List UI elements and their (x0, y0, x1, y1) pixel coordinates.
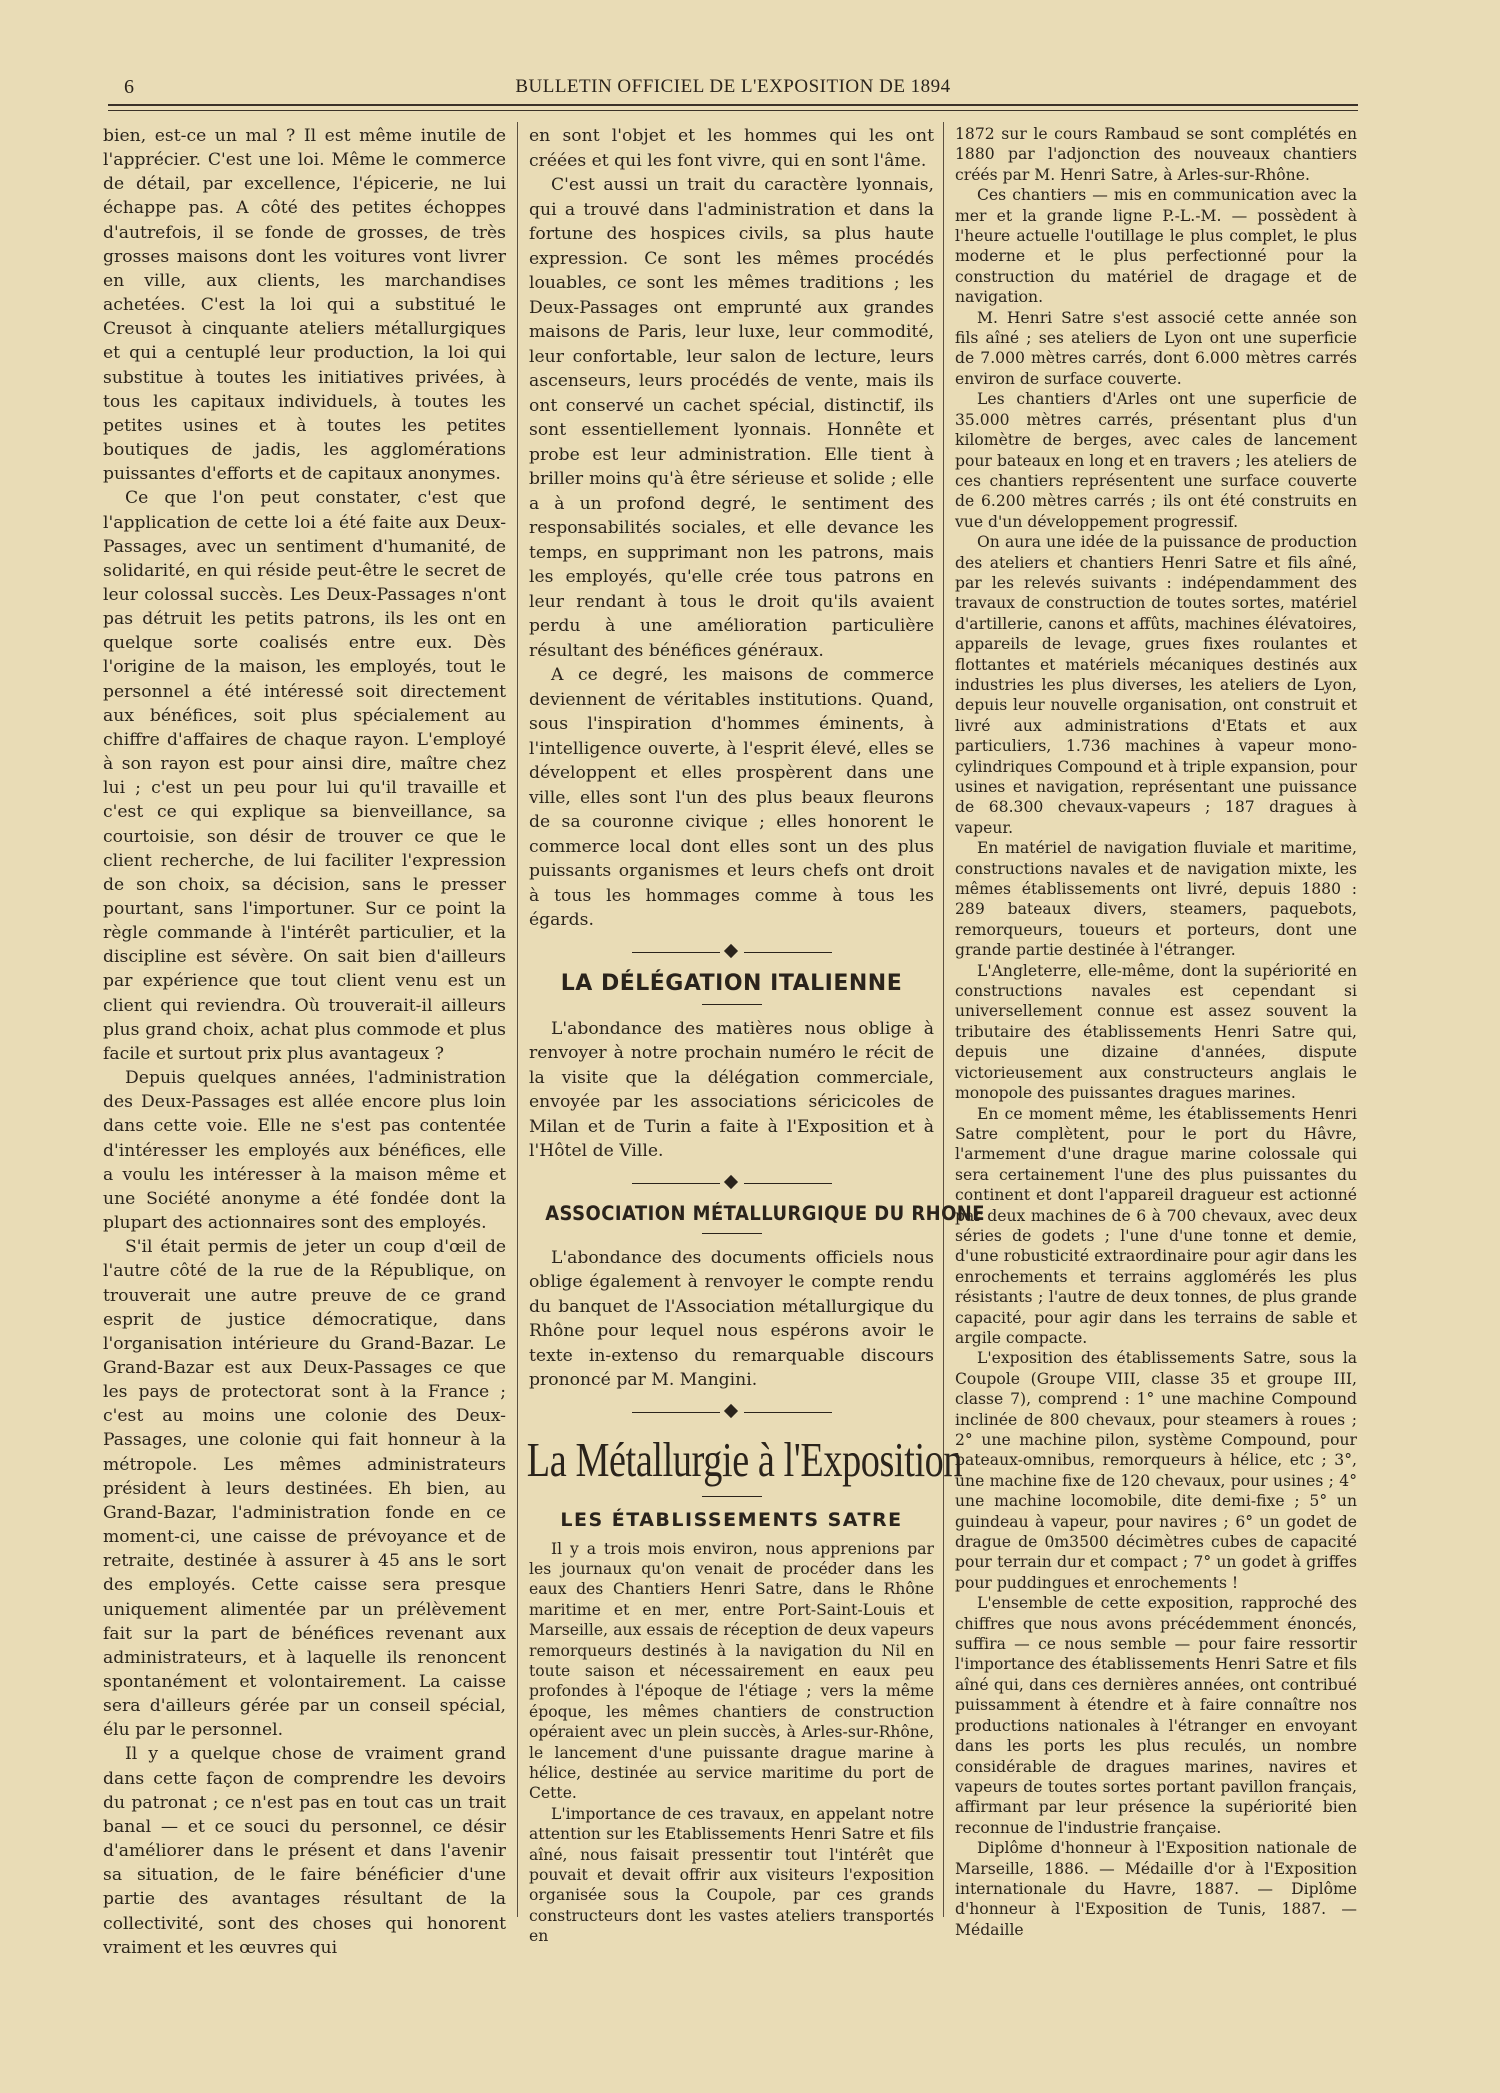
paragraph: Il y a trois mois environ, nous apprenions par les journaux qu'on venait de procéder dans les eaux des Chantiers Henri Satre, dans le Rhône maritime et en mer, entre Port-Saint-Louis et Marseille, aux essais de réception de deux vapeurs remorqueurs destinés à la navigation du Nil en toute saison et nécessairement en eaux peu profondes à l'époque de l'étiage ; vers la même époque, les mêmes chantiers de construction opéraient avec un plein succès, à Arles-sur-Rhône, le lancement d'une puissante drague marine à hélice, destinée au service maritime du port de Cette. (529, 1539, 934, 1803)
heading-association-metallurgique: ASSOCIATION MÉTALLURGIQUE DU RHONE (545, 1201, 985, 1225)
paragraph: C'est aussi un trait du caractère lyonnais, qui a trouvé dans l'administration et dans la fortune des hospices civils, sa plus haute expression. Ce sont les mêmes procédés louables, ce sont les mêmes traditions ; les Deux-Passages ont emprunté aux grandes maisons de Paris, leur luxe, leur commodité, leur confortable, leur salon de lecture, leurs ascenseurs, leurs procédés de vente, mais ils ont conservé un cachet spécial, distinctif, ils sont essentiellement lyonnais. Honnête et probe est leur administration. Elle tient à briller moins qu'à être sérieuse et solide ; elle a à un profond degré, le sentiment des responsabilités sociales, et elle devance les temps, en supprimant non les patrons, mais les employés, qu'elle crée tous patrons en leur rendant à tous le droit qu'ils avaient perdu à une amélioration particulière résultant des bénéfices généraux. (529, 175, 934, 661)
section-divider (632, 1176, 832, 1190)
heading-etablissements-satre: LES ÉTABLISSEMENTS SATRE (560, 1508, 903, 1531)
column-3 (955, 124, 1357, 1939)
heading-rule (702, 1233, 762, 1234)
paragraph: Ce que l'on peut constater, c'est que l'application de cette loi a été faite aux Deux-Passages, avec un sentiment d'humanité, de solidarité, en qui réside peut-être le secret de leur colossal succès. Les Deux-Passages n'ont pas détruit les petits patrons, ils les ont en quelque sorte coalisés entre eux. Dès l'origine de la maison, les employés, tout le personnel a été intéressé soit directement aux bénéfices, soit plus spécialement au chiffre d'affaires de chaque rayon. L'employé à son rayon est pour ainsi dire, maître chez lui ; c'est un peu pour lui qu'il travaille et c'est ce qui explique sa bienveillance, sa courtoisie, son désir de trouver ce que le client recherche, de lui faciliter l'expression de son choix, sa décision, sans le presser pourtant, sans l'importuner. Sur ce point la règle commande à l'intérêt particulier, et la discipline est sévère. On sait bien d'ailleurs par expérience que tout client venu est un client qui reviendra. Où trouverait-il ailleurs plus grand choix, achat plus commode et plus facile et surtout prix plus avantageux ? (103, 488, 506, 1064)
paragraph: Ces chantiers — mis en communication avec la mer et la grande ligne P.-L.-M. — possèdent à l'heure actuelle l'outillage le plus complet, le plus moderne et le plus perfectionné pour la construction du matériel de dragage et de navigation. (955, 186, 1357, 307)
paragraph: 1872 sur le cours Rambaud se sont complétés en 1880 par l'adjonction des nouveaux chantiers créés par M. Henri Satre, à Arles-sur-Rhône. (955, 125, 1357, 184)
paragraph: Il y a quelque chose de vraiment grand dans cette façon de comprendre les devoirs du patronat ; ce n'est pas en tout cas un trait banal — et ce souci du personnel, ce désir d'améliorer dans le présent et dans l'avenir sa situation, de le faire bénéficier d'une partie des avantages résultant de la collectivité, sont des choses qui honorent vraiment et les œuvres qui (103, 1744, 506, 1958)
paragraph: L'abondance des matières nous oblige à renvoyer à notre prochain numéro le récit de la visite que la délégation commerciale, envoyée par les associations séricicoles de Milan et de Turin a faite à l'Exposition et à l'Hôtel de Ville. (529, 1018, 934, 1161)
column-divider (517, 122, 518, 1917)
heading-metallurgie: La Métallurgie à l'Exposition (526, 1431, 963, 1487)
paragraph: M. Henri Satre s'est associé cette année son fils aîné ; ses ateliers de Lyon ont une superficie de 7.000 mètres carrés, dont 6.000 mètres carrés environ de surface couverte. (955, 308, 1357, 388)
section-divider (632, 1405, 832, 1419)
paragraph: L'ensemble de cette exposition, rapproché des chiffres que nous avons précédemment énoncés, suffira — ce nous semble — pour faire ressortir l'importance des établissements Henri Satre et fils aîné qui, dans ces dernières années, ont contribué puissamment à étendre et à faire connaître nos productions nationales à l'étranger en envoyant dans les ports les plus reculés, un nombre considérable de dragues marines, navires et vapeurs de toutes sortes portant pavillon français, affirmant par leur présence la supériorité bien reconnue de l'industrie française. (955, 1594, 1357, 1837)
page-number: 6 (124, 76, 134, 98)
paragraph: bien, est-ce un mal ? Il est même inutile de l'apprécier. C'est une loi. Même le commerce de détail, par excellence, l'épicerie, ne lui échappe pas. A côté des petites échoppes d'autrefois, il se fonde de grosses, de très grosses maisons dont les voitures vont livrer en ville, aux clients, les marchandises achetées. C'est la loi qui a substitué le Creusot à cinquante ateliers métallurgiques et qui a centuplé leur production, la loi qui substitue à toutes les initiatives privées, à tous les capitaux individuels, à toutes les petites usines et à toutes les petites boutiques de jadis, les agglomérations puissantes d'efforts et de capitaux anonymes. (103, 126, 506, 485)
paragraph: L'abondance des documents officiels nous oblige également à renvoyer le compte rendu du banquet de l'Association métallurgique du Rhône pour lequel nous espérons avoir le texte in-extenso du remarquable discours prononcé par M. Mangini. (529, 1247, 934, 1390)
paragraph: En matériel de navigation fluviale et maritime, constructions navales et de navigation mixte, les mêmes établissements ont livré, depuis 1880 : 289 bateaux divers, steamers, paquebots, remorqueurs, toueurs et porteurs, dont une grande partie destinée à l'étranger. (955, 839, 1357, 960)
column-1 (103, 124, 506, 1958)
page-header (108, 72, 1358, 112)
paragraph: On aura une idée de la puissance de production des ateliers et chantiers Henri Satre et fils aîné, par les relevés suivants : indépendamment des travaux de construction de toutes sortes, matériel d'artillerie, canons et affûts, machines élévatoires, appareils de levage, grues fixes roulantes et flottantes et matériels mécaniques destinés aux industries les plus diverses, les ateliers de Lyon, depuis leur nouvelle organisation, ont construit et livré aux administrations d'Etats et aux particuliers, 1.736 machines à vapeur mono-cylindriques Compound et à triple expansion, pour usines et navigation, représentant une puissance de 68.300 chevaux-vapeurs ; 187 dragues à vapeur. (955, 533, 1357, 837)
paragraph: S'il était permis de jeter un coup d'œil de l'autre côté de la rue de la République, on trouverait une autre preuve de ce grand esprit de justice démocratique, dans l'organisation intérieure du Grand-Bazar. Le Grand-Bazar est aux Deux-Passages ce que les pays de protectorat sont à la France ; c'est au moins une colonie des Deux-Passages, une colonie qui fait honneur à la métropole. Les mêmes administrateurs président à leurs destinées. Eh bien, au Grand-Bazar, l'administration fonde en ce moment-ci, une caisse de prévoyance et de retraite, destinée à assurer à 45 ans le sort des employés. Cette caisse sera presque uniquement alimentée par un prélèvement fait sur la part de bénéfices revenant aux administrateurs, et à laquelle ils renoncent spontanément et volontairement. La caisse sera d'ailleurs gérée par un conseil spécial, élu par le personnel. (103, 1237, 506, 1741)
column-divider (943, 122, 944, 1917)
heading-delegation-italienne: LA DÉLÉGATION ITALIENNE (560, 970, 903, 996)
section-divider (632, 945, 832, 959)
header-rule (108, 104, 1358, 106)
paragraph: Depuis quelques années, l'administration des Deux-Passages est allée encore plus loin dans cette voie. Elle ne s'est pas contentée d'intéresser les employés aux bénéfices, elle a voulu les intéresser à la maison même et une Société anonyme a été fondée dont la plupart des actionnaires sont des employés. (103, 1068, 506, 1234)
heading-rule (702, 1496, 762, 1497)
paragraph: A ce degré, les maisons de commerce deviennent de véritables institutions. Quand, sous l'inspiration d'hommes éminents, à l'intelligence ouverte, à l'esprit élevé, elles se développent et elles prospèrent dans une ville, elles sont l'un des plus beaux fleurons de sa couronne civique ; elles honorent le commerce local dont elles sont un des plus puissants organismes et leurs chefs ont droit à tous les hommages comme à tous les égards. (529, 665, 934, 930)
paragraph: L'Angleterre, elle-même, dont la supériorité en constructions navales est cependant si universellement connue est assez souvent la tributaire des établissements Henri Satre qui, depuis une dizaine d'années, dispute victorieusement aux constructeurs anglais le monopole des puissantes dragues marines. (955, 961, 1357, 1103)
bulletin-title: BULLETIN OFFICIEL DE L'EXPOSITION DE 1894 (515, 76, 951, 97)
paragraph: en sont l'objet et les hommes qui les ont créées et qui les font vivre, qui en sont l'âme. (529, 126, 934, 171)
paragraph: En ce moment même, les établissements Henri Satre complètent, pour le port du Hâvre, l'armement d'une drague marine colossale qui sera certainement l'une des plus puissantes du continent et dont l'appareil dragueur est actionné par deux machines de 6 à 700 chevaux, avec deux séries de godets ; l'une d'une tonne et demie, d'une robusticité extraordinaire pour agir dans les enrochements et terrains agglomérés les plus résistants ; l'autre de deux tonnes, de plus grande capacité, pour agir dans les terrains de sable et argile compacte. (955, 1104, 1357, 1347)
column-2 (526, 124, 985, 1946)
header-rule-thin (108, 110, 1358, 111)
paragraph: L'exposition des établissements Satre, sous la Coupole (Groupe VIII, classe 35 et groupe III, classe 7), comprend : 1° une machine Compound inclinée de 800 chevaux, pour steamers à roues ; 2° une machine pilon, système Compound, pour bateaux-omnibus, remorqueurs à hélice, etc ; 3°, une machine fixe de 120 chevaux, pour usines ; 4° une machine locomobile, dite demi-fixe ; 5° un guindeau à vapeur, pour navires ; 6° un godet de drague de 0m3500 décimètres cubes de capacité pour terrain dur et compact ; 7° un godet à griffes pour puddingues et enrochements ! (955, 1349, 1357, 1592)
heading-rule (702, 1004, 762, 1005)
paragraph: Les chantiers d'Arles ont une superficie de 35.000 mètres carrés, présentant plus d'un kilomètre de berges, avec cales de lancement pour bateaux en long et en travers ; les ateliers de ces chantiers représentent une surface couverte de 6.200 mètres carrés ; ils ont été construits en vue d'un développement progressif. (955, 390, 1357, 531)
paragraph: L'importance de ces travaux, en appelant notre attention sur les Etablissements Henri Satre et fils aîné, nous faisait pressentir tout l'intérêt que pouvait et devait offrir aux visiteurs l'exposition organisée sous la Coupole, par ces grands constructeurs dont les vastes ateliers transportés en (529, 1804, 934, 1946)
paragraph: Diplôme d'honneur à l'Exposition nationale de Marseille, 1886. — Médaille d'or à l'Exposition internationale du Havre, 1887. — Diplôme d'honneur à l'Exposition de Tunis, 1887. — Médaille (955, 1839, 1357, 1939)
